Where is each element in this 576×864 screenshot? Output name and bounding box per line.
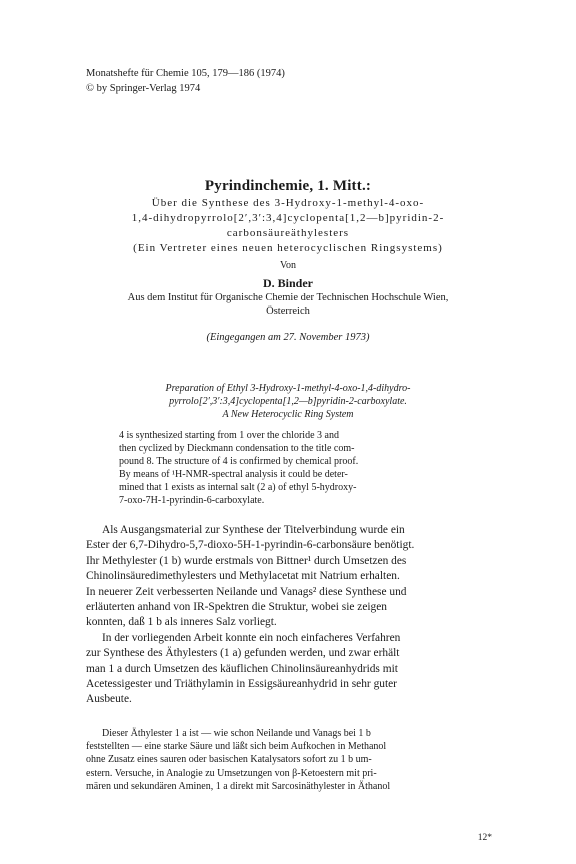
body-line: konnten, daß 1 b als inneres Salz vorliegt. (86, 616, 277, 629)
von-label: Von (280, 260, 296, 271)
abstract-line: 7-oxo-7H-1-pyrindin-6-carboxylate. (119, 495, 265, 506)
body-line: man 1 a durch Umsetzen des käuflichen Chinolinsäureanhydrids mit (86, 662, 398, 675)
abstract-title (100, 382, 476, 421)
abstract-line: then cyclized by Dieckmann condensation to the title com- (119, 443, 355, 454)
body-line: In der vorliegenden Arbeit konnte ein noch einfacheres Verfahren (102, 631, 401, 644)
small-line: feststellten — eine starke Säure und läßt sich beim Aufkochen in Methanol (86, 741, 387, 753)
body-line: Ester der 6,7-Dihydro-5,7-dioxo-5H-1-pyrindin-6-carbonsäure benötigt. (86, 539, 415, 552)
author-affiliation (60, 291, 516, 319)
journal-header (86, 66, 285, 96)
abstract-line: mined that 1 exists as internal salt (2 a) of ethyl 5-hydroxy- (119, 482, 357, 493)
subtitle-line: 1,4-dihydropyrrolo[2′,3′:3,4]cyclopenta[1,2—b]pyridin-2- (131, 212, 445, 224)
article-title: Pyrindinchemie, 1. Mitt.: (204, 178, 372, 194)
affiliation-line: Österreich (266, 306, 310, 317)
abstract-line: By means of ¹H-NMR-spectral analysis it could be deter- (119, 469, 348, 480)
journal-citation: Monatshefte für Chemie 105, 179—186 (1974) (86, 68, 285, 79)
body-line: Als Ausgangsmaterial zur Synthese der Titelverbindung wurde ein (102, 524, 405, 536)
body-paragraph-1 (86, 523, 498, 631)
received-date: (Eingegangen am 27. November 1973) (206, 332, 370, 343)
body-text (86, 523, 498, 708)
copyright-notice: © by Springer-Verlag 1974 (86, 83, 201, 94)
subtitle-line: carbonsäureäthylesters (226, 227, 350, 239)
body-line: Acetessigester und Triäthylamin in Essigsäureanhydrid in sehr guter (86, 678, 397, 691)
title-block (60, 177, 516, 345)
author-name: D. Binder (262, 276, 313, 290)
abstract-title-line: pyrrolo[2′,3′:3,4]cyclopenta[1,2—b]pyridin-2-carboxylate. (169, 396, 407, 407)
abstract-body (119, 429, 461, 507)
abstract-title-line: Preparation of Ethyl 3-Hydroxy-1-methyl-4-oxo-1,4-dihydro- (165, 383, 411, 394)
small-line: mären und sekundären Aminen, 1 a direkt mit Sarcosinäthylester in Äthanol (86, 780, 391, 792)
body-paragraph-2 (86, 631, 498, 708)
body-line: erläuterten anhand von IR-Spektren die Struktur, wobei sie zeigen (86, 601, 387, 614)
signature-mark: 12* (477, 833, 492, 843)
body-line: In neuerer Zeit verbesserten Neilande und Vanags² diese Synthese und (86, 585, 407, 598)
affiliation-line: Aus dem Institut für Organische Chemie der Technischen Hochschule Wien, (127, 292, 449, 303)
body-line: Ausbeute. (86, 693, 132, 706)
body-line: Chinolinsäuredimethylesters und Methylacetat mit Natrium erhalten. (86, 570, 400, 583)
small-print-paragraph (86, 727, 498, 793)
small-line: Dieser Äthylester 1 a ist — wie schon Neilande und Vanags bei 1 b (102, 728, 371, 739)
subtitle-line: (Ein Vertreter eines neuen heterocyclischen Ringsystems) (133, 242, 443, 254)
body-line: zur Synthese des Äthylesters (1 a) gefunden werden, und zwar erhält (86, 647, 400, 660)
subtitle-line: Über die Synthese des 3-Hydroxy-1-methyl-4-oxo- (151, 197, 425, 209)
small-line: estern. Versuche, in Analogie zu Umsetzungen von β-Ketoestern mit pri- (86, 767, 377, 779)
small-line: ohne Zusatz eines sauren oder basischen Katalysators sofort zu 1 b um- (86, 754, 372, 766)
body-line: Ihr Methylester (1 b) wurde erstmals von Bittner¹ durch Umsetzen des (86, 554, 407, 567)
abstract-line: 4 is synthesized starting from 1 over the chloride 3 and (119, 430, 339, 441)
abstract-title-line: A New Heterocyclic Ring System (222, 409, 354, 420)
article-subtitle (60, 196, 516, 256)
abstract-line: pound 8. The structure of 4 is confirmed by chemical proof. (119, 456, 359, 467)
